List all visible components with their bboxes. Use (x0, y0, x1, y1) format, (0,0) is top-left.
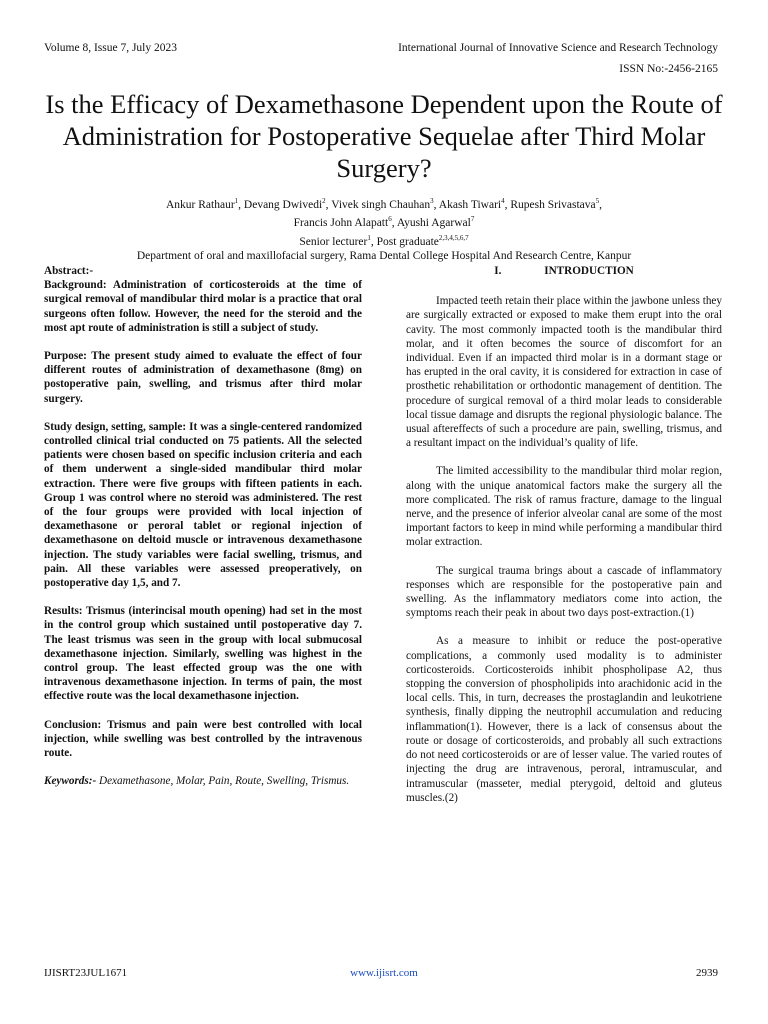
author-sup: 4 (501, 197, 505, 205)
role-senior: Senior lecturer (299, 235, 368, 248)
affiliation: Department of oral and maxillofacial surgery, Rama Dental College Hospital And Research Centre, Kanpur (136, 249, 632, 262)
journal-volume: Volume 8, Issue 7, July 2023 (44, 42, 177, 54)
abstract-results: Results: Trismus (interincisal mouth opening) had set in the most in the control group which sustained until postoperative day 7. The least trismus was seen in the group with local submucosal dexamethasone injection. Similarly, swelling was highest in the control group. The least effected group was the one with intravenous dexamethasone injection. In terms of pain, the most effective route was the local dexamethasone injection. (44, 605, 362, 703)
paper-id: IJISRT23JUL1671 (44, 967, 128, 979)
intro-paragraph: The limited accessibility to the mandibular third molar region, along with the unique anatomical factors make the surgery all the more complicated. The risk of ramus fracture, damage to the lingual nerve, and the presence of inferior alveolar canal are some of the most important factors to keep in mind while performing a mandibular third molar extraction. (406, 465, 722, 549)
intro-paragraph: Impacted teeth retain their place within the jawbone unless they are surgically extracted or exposed to make them erupt into the oral cavity. The most commonly impacted tooth is the mandibular third molar, and it often becomes the source of discomfort for an individual. Even if an impacted third molar is in a dormant stage or has erupted in the oral cavity, it is considered for extraction in case of prosthetic rehabilitation or orthodontic management of dentition. The procedure of surgical removal of a third molar leads to considerable local tissue damage and disrupts the regional physiologic balance. The usual aftereffects of such a procedure are pain, swelling, trismus, and a resultant impact on the individual’s quality of life. (406, 295, 722, 450)
paper-title: Is the Efficacy of Dexamethasone Dependent upon the Route of Administration for Postoperative Sequelae after Third Molar Surgery? (45, 89, 723, 183)
author-sup: 2 (322, 197, 326, 205)
author-block (40, 194, 728, 263)
section-number: I. (494, 265, 502, 277)
author-name: Ankur Rathaur (165, 198, 235, 211)
author-line-2: Francis John Alapatt$^6$, Ayushi Agarwal$^7$ (293, 215, 475, 230)
author-name: Devang Dwivedi (243, 198, 323, 211)
section-title: INTRODUCTION (544, 265, 634, 277)
keywords (44, 774, 362, 788)
abstract-conclusion: Conclusion: Trismus and pain were best controlled with local injection, while swelling was best controlled by the intravenous route. (44, 718, 362, 760)
abstract-intro (44, 264, 362, 335)
keywords-text: Dexamethasone, Molar, Pain, Route, Swelling, Trismus. (99, 775, 350, 788)
author-sup: 1 (234, 197, 239, 205)
role-senior-sup: 1 (367, 233, 371, 242)
page-number: 2939 (696, 967, 718, 979)
role-postgrad: Post graduate (376, 235, 439, 248)
abstract-background: Background: Administration of corticosteroids at the time of surgical removal of mandibular third molar is a practice that oral surgeons often follow. However, the need for the steroid and the most apt route of administration is still a subject of study. (44, 279, 362, 334)
abstract-study-design: Study design, setting, sample: It was a single-centered randomized controlled clinical trial conducted on 75 patients. All the selected patients were chosen based on specific inclusion criteria and each of them underwent a single-sided mandibular third molar extraction. There were five groups with fifteen patients in each. Group 1 was control where no steroid was administered. The rest of the four groups were provided with local injection of dexamethasone or peroral tablet or regional injection of dexamethasone on deltoid muscle or intravenous dexamethasone injection. The study variables were facial swelling, trismus, and pain. All these variables were assessed preoperatively, on postoperative day 1,5, and 7. (44, 420, 362, 590)
abstract-heading: Abstract:- (44, 265, 94, 277)
author-sup: 6 (388, 215, 392, 224)
author-name: Francis John Alapatt (293, 217, 389, 230)
role-postgrad-sup: 2,3,4,5,6,7 (438, 233, 469, 242)
author-line-1: Ankur Rathaur$^1$, Devang Dwivedi$^2$, Vivek singh Chauhan$^3$, Akash Tiwari$^4$, Rupesh Srivastava$^5$, (165, 197, 603, 211)
author-name: Akash Tiwari (438, 198, 502, 211)
author-sup: 3 (430, 197, 434, 205)
intro-paragraph: As a measure to inhibit or reduce the post-operative complications, a commonly used modality is to administer corticosteroids. Corticosteroids inhibit phospholipase A2, thus stopping the conversion of phospholipids into arachidonic acid in the local cells. This, in turn, decreases the prostaglandin and leukotriene synthesis, finally dipping the neutrophil accumulation and reducing inflammation(1). However, there is a lack of consensus about the route or dosage of corticosteroids, and probably all such extractions do not need corticosteroids or are of lesser value. The varied routes of injecting the drug are intravenous, peroral, intramuscular, and intramuscular (masseter, medial pterygoid, deltoid and gluteus muscles.(2) (406, 635, 722, 804)
author-sup: 5 (595, 197, 600, 205)
website-link[interactable]: www.ijisrt.com (350, 967, 418, 979)
author-name: Ayushi Agarwal (396, 217, 471, 230)
author-roles: Senior lecturer$^1$, Post graduate$^{2,3,4,5,6,7}$ (299, 233, 469, 248)
author-sup: 7 (470, 215, 475, 224)
intro-paragraph: The surgical trauma brings about a cascade of inflammatory responses which are responsible for the postoperative pain and swelling. As the inflammatory mediators come into action, the symptoms reach their peak in about two days post-extraction.(1) (406, 564, 722, 620)
abstract-column (44, 264, 362, 803)
section-heading (406, 264, 722, 278)
author-name: Rupesh Srivastava (510, 198, 596, 211)
journal-name: International Journal of Innovative Science and Research Technology (398, 42, 718, 54)
keywords-label: Keywords:- (44, 775, 97, 788)
introduction-column (406, 264, 722, 819)
author-name: Vivek singh Chauhan (331, 198, 431, 211)
issn: ISSN No:-2456-2165 (619, 63, 718, 75)
abstract-purpose: Purpose: The present study aimed to evaluate the effect of four different routes of administration of dexamethasone (8mg) on postoperative pain, swelling, and trismus after third molar surgery. (44, 350, 362, 405)
